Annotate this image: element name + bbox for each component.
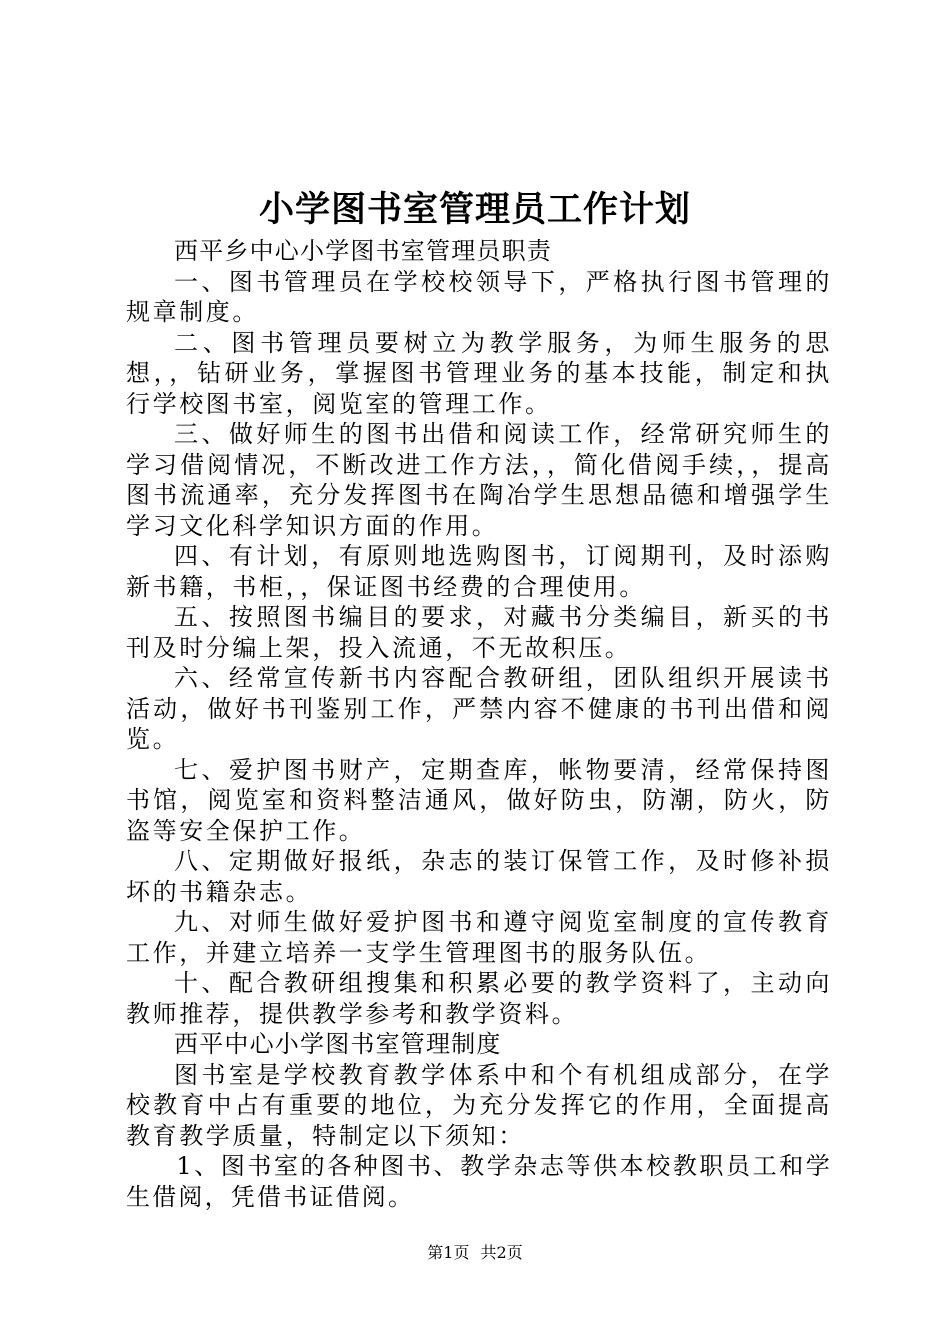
paragraph: 三、做好师生的图书出借和阅读工作，经常研究师生的学习借阅情况，不断改进工作方法，，简化借阅手续，，提高图书流通率，充分发挥图书在陶冶学生思想品德和增强学生学习文化科学知识方面的作用。 — [126, 420, 832, 540]
paragraph: 1、图书室的各种图书、教学杂志等供本校教职员工和学生借阅，凭借书证借阅。 — [126, 1152, 832, 1211]
paragraph: 二、图书管理员要树立为教学服务，为师生服务的思想，，钻研业务，掌握图书管理业务的基本技能，制定和执行学校图书室，阅览室的管理工作。 — [126, 328, 832, 418]
paragraph: 四、有计划，有原则地选购图书，订阅期刊，及时添购新书籍，书柜，，保证图书经费的合理使用。 — [126, 542, 832, 601]
section-heading-rules: 西平中心小学图书室管理制度 — [174, 1030, 502, 1058]
paragraph: 一、图书管理员在学校校领导下，严格执行图书管理的规章制度。 — [126, 267, 832, 326]
paragraph: 十、配合教研组搜集和积累必要的教学资料了，主动向教师推荐，提供教学参考和教学资料。 — [126, 969, 832, 1028]
paragraph: 七、爱护图书财产，定期查库，帐物要清，经常保持图书馆，阅览室和资料整洁通风，做好防虫，防潮，防火，防盗等安全保护工作。 — [126, 755, 832, 845]
page-number: 第1页 — [427, 1243, 470, 1262]
paragraph: 九、对师生做好爱护图书和遵守阅览室制度的宣传教育工作，并建立培养一支学生管理图书的服务队伍。 — [126, 908, 832, 967]
paragraph: 图书室是学校教育教学体系中和个有机组成部分，在学校教育中占有重要的地位，为充分发挥它的作用，全面提高教育教学质量，特制定以下须知： — [126, 1060, 832, 1150]
document-title: 小学图书室管理员工作计划 — [258, 189, 691, 230]
section-heading-duties: 西平乡中心小学图书室管理员职责 — [174, 237, 552, 265]
paragraph: 八、定期做好报纸，杂志的装订保管工作，及时修补损坏的书籍杂志。 — [126, 847, 832, 906]
document-body — [126, 236, 832, 1212]
paragraph: 五、按照图书编目的要求，对藏书分类编目，新买的书刊及时分编上架，投入流通，不无故积压。 — [126, 603, 832, 662]
page-total: 共2页 — [480, 1243, 523, 1262]
page-footer — [0, 1241, 950, 1265]
paragraph: 六、经常宣传新书内容配合教研组，团队组织开展读书活动，做好书刊鉴别工作，严禁内容不健康的书刊出借和阅览。 — [126, 664, 832, 753]
